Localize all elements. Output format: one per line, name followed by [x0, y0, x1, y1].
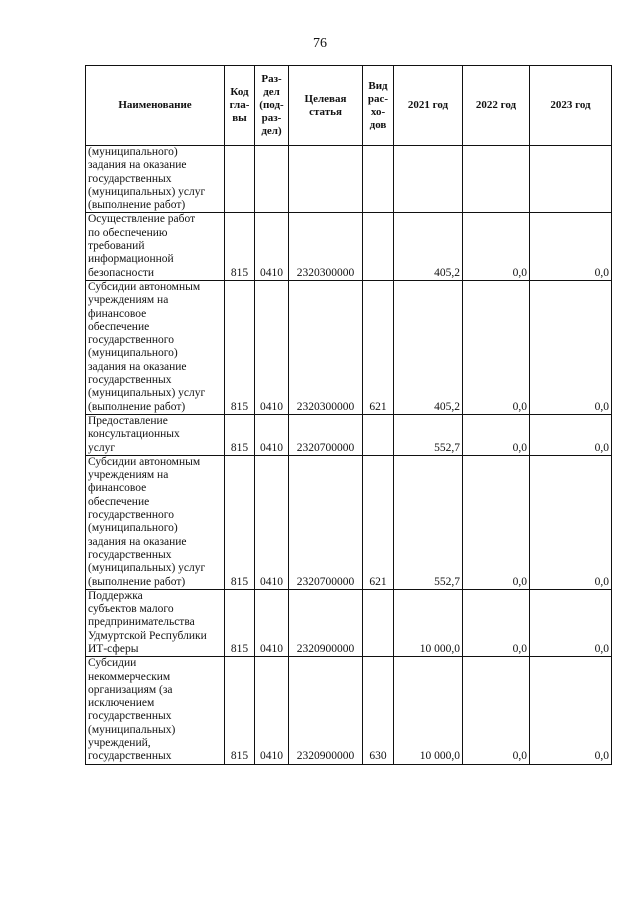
cell-razdel: 0410	[255, 280, 289, 414]
cell-celevaya: 2320900000	[289, 589, 363, 656]
header-y2022: 2022 год	[463, 66, 530, 146]
table-row	[86, 213, 612, 280]
cell-name: Предоставление консультационных услуг	[86, 414, 225, 455]
cell-razdel: 0410	[255, 414, 289, 455]
cell-vid	[363, 414, 394, 455]
cell-celevaya: 2320300000	[289, 280, 363, 414]
table-body	[86, 146, 612, 765]
cell-y2021	[394, 146, 463, 213]
header-vid: Вид рас- хо- дов	[363, 66, 394, 146]
cell-kod	[225, 146, 255, 213]
cell-name: Субсидии автономным учреждениям на финансовое обеспечение государственного (муниципального) задания на оказание государственных (муниципальных) услуг (выполнение работ)	[86, 280, 225, 414]
cell-razdel	[255, 146, 289, 213]
cell-name: Субсидии автономным учреждениям на финансовое обеспечение государственного (муниципального) задания на оказание государственных (муниципальных) услуг (выполнение работ)	[86, 455, 225, 589]
header-y2023: 2023 год	[530, 66, 612, 146]
cell-celevaya: 2320700000	[289, 455, 363, 589]
cell-razdel: 0410	[255, 657, 289, 764]
cell-y2023	[530, 146, 612, 213]
cell-kod: 815	[225, 280, 255, 414]
cell-celevaya	[289, 146, 363, 213]
header-razdel: Раз- дел (под- раз- дел)	[255, 66, 289, 146]
cell-y2021: 10 000,0	[394, 589, 463, 656]
cell-y2021: 405,2	[394, 280, 463, 414]
table-row	[86, 657, 612, 764]
cell-y2022: 0,0	[463, 414, 530, 455]
cell-kod: 815	[225, 657, 255, 764]
cell-y2021: 10 000,0	[394, 657, 463, 764]
cell-y2023: 0,0	[530, 657, 612, 764]
cell-kod: 815	[225, 414, 255, 455]
cell-name: Поддержка субъектов малого предпринимательства Удмуртской Республики ИТ-сферы	[86, 589, 225, 656]
table-header-row	[86, 66, 612, 146]
cell-y2022	[463, 146, 530, 213]
cell-razdel: 0410	[255, 213, 289, 280]
cell-razdel: 0410	[255, 455, 289, 589]
header-celevaya: Целевая статья	[289, 66, 363, 146]
cell-name: Субсидии некоммерческим организациям (за исключением государственных (муниципальных) учреждений, государственных	[86, 657, 225, 764]
cell-y2023: 0,0	[530, 455, 612, 589]
cell-y2021: 405,2	[394, 213, 463, 280]
cell-celevaya: 2320700000	[289, 414, 363, 455]
cell-y2022: 0,0	[463, 589, 530, 656]
table-row	[86, 414, 612, 455]
cell-vid: 621	[363, 280, 394, 414]
cell-kod: 815	[225, 589, 255, 656]
header-kod: Код гла- вы	[225, 66, 255, 146]
cell-y2023: 0,0	[530, 213, 612, 280]
cell-vid	[363, 213, 394, 280]
cell-y2023: 0,0	[530, 414, 612, 455]
table-row	[86, 280, 612, 414]
cell-name: (муниципального) задания на оказание государственных (муниципальных) услуг (выполнение работ)	[86, 146, 225, 213]
cell-razdel: 0410	[255, 589, 289, 656]
header-y2021: 2021 год	[394, 66, 463, 146]
cell-vid: 621	[363, 455, 394, 589]
cell-kod: 815	[225, 455, 255, 589]
table-row	[86, 589, 612, 656]
cell-vid: 630	[363, 657, 394, 764]
cell-vid	[363, 146, 394, 213]
header-name: Наименование	[86, 66, 225, 146]
cell-y2023: 0,0	[530, 589, 612, 656]
cell-y2022: 0,0	[463, 455, 530, 589]
cell-y2022: 0,0	[463, 213, 530, 280]
page-number: 76	[313, 36, 327, 51]
budget-table	[85, 65, 612, 765]
cell-kod: 815	[225, 213, 255, 280]
table-row	[86, 455, 612, 589]
cell-y2023: 0,0	[530, 280, 612, 414]
cell-y2021: 552,7	[394, 455, 463, 589]
cell-y2022: 0,0	[463, 657, 530, 764]
cell-celevaya: 2320300000	[289, 213, 363, 280]
cell-name: Осуществление работ по обеспечению требований информационной безопасности	[86, 213, 225, 280]
table-row	[86, 146, 612, 213]
cell-vid	[363, 589, 394, 656]
cell-y2022: 0,0	[463, 280, 530, 414]
cell-celevaya: 2320900000	[289, 657, 363, 764]
cell-y2021: 552,7	[394, 414, 463, 455]
